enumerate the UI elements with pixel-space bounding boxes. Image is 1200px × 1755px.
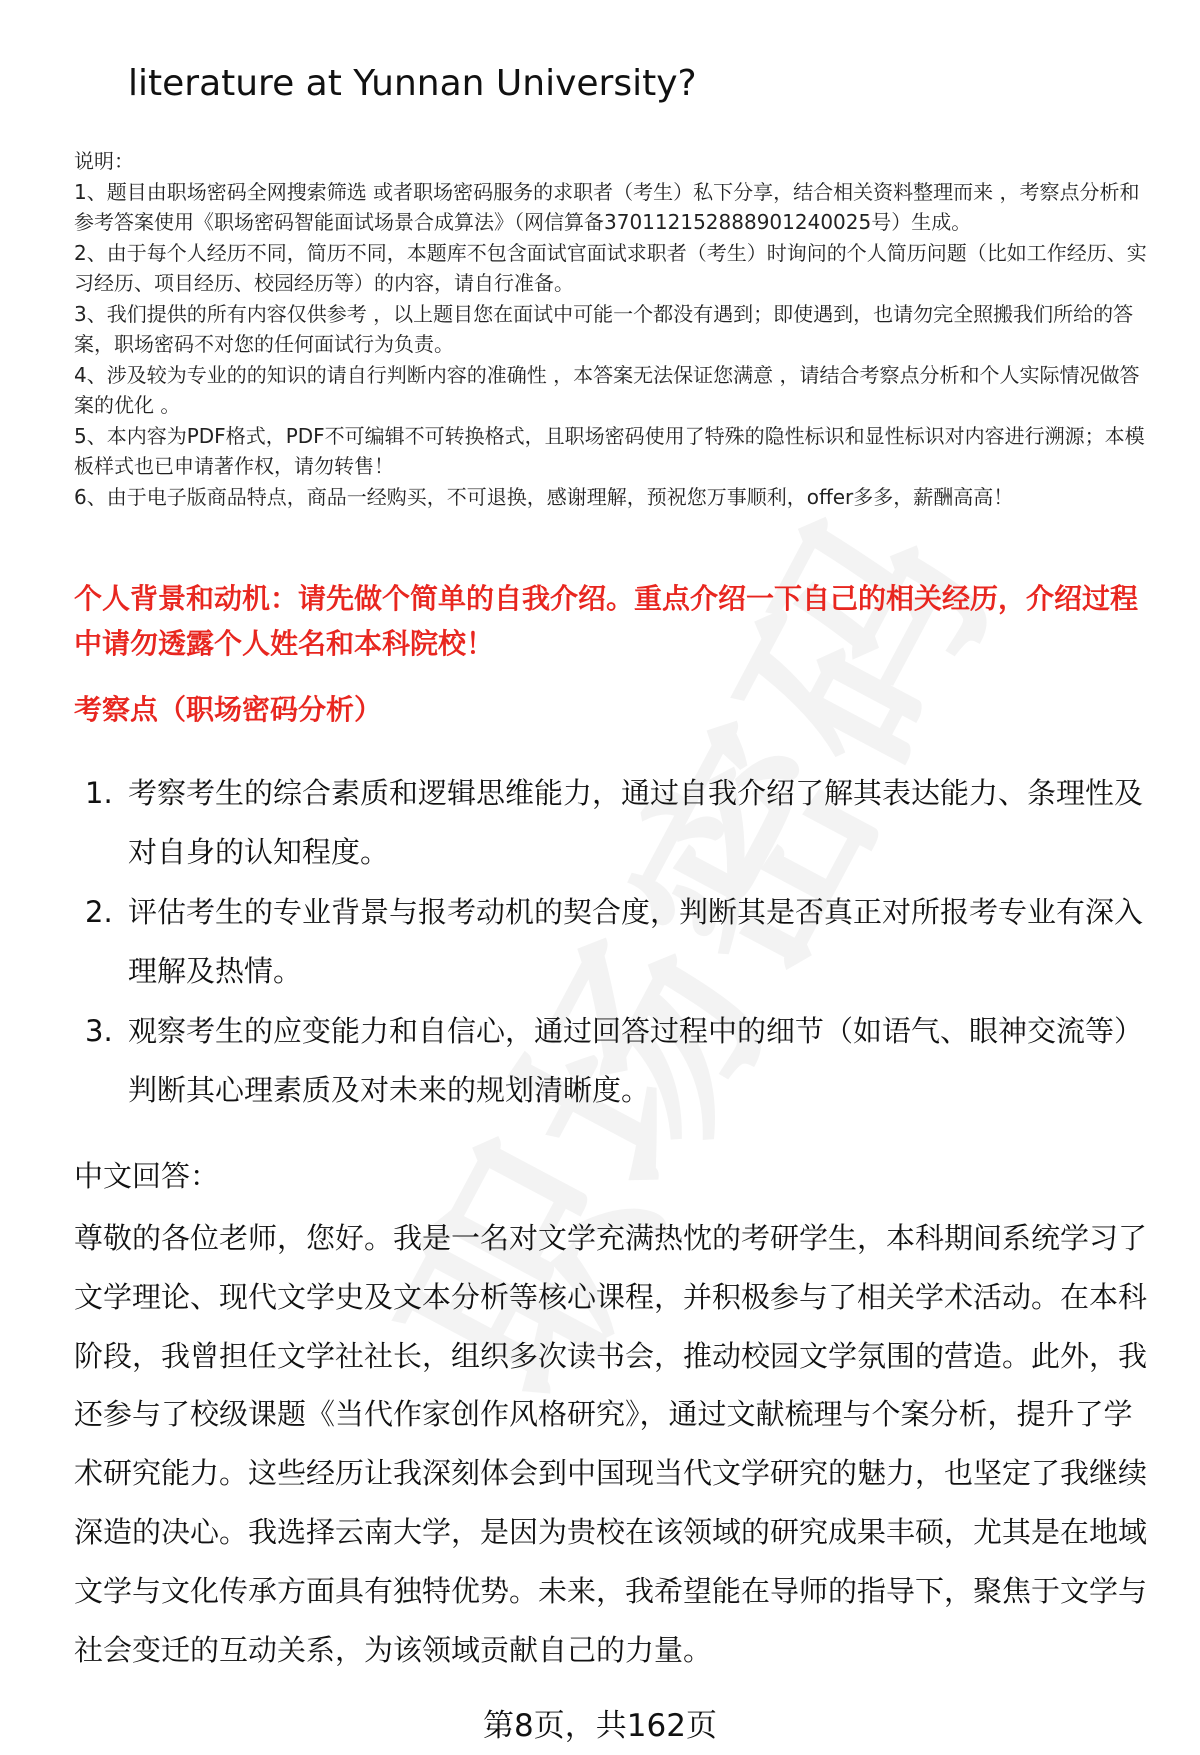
- point-number: 3.: [85, 1014, 113, 1048]
- question-title: literature at Yunnan University?: [128, 63, 697, 104]
- point-text: 评估考生的专业背景与报考动机的契合度，判断其是否真正对所报考专业有深入理解及热情。: [128, 895, 1144, 988]
- assessment-point: [74, 883, 1154, 1000]
- assessment-point: [74, 764, 1154, 881]
- assessment-points-list: [74, 764, 1154, 1121]
- point-text: 观察考生的应变能力和自信心，通过回答过程中的细节（如语气、眼神交流等）判断其心理素质及对未来的规划清晰度。: [128, 1014, 1144, 1107]
- note-item: 1、题目由职场密码全网搜索筛选 或者职场密码服务的求职者（考生）私下分享，结合相关资料整理而来 ，考察点分析和参考答案使用《职场密码智能面试场景合成算法》（网信算备370112152888901240025号）生成。: [74, 179, 1140, 234]
- chinese-answer-label: 中文回答：: [74, 1159, 220, 1193]
- note-item: 6、由于电子版商品特点，商品一经购买，不可退换，感谢理解，预祝您万事顺利，offer多多，薪酬高高！: [74, 484, 1014, 509]
- note-item: 3、我们提供的所有内容仅供参考 ，以上题目您在面试中可能一个都没有遇到；即使遇到，也请勿完全照搬我们所给的答案，职场密码不对您的任何面试行为负责。: [74, 301, 1134, 356]
- notes-heading: 说明：: [74, 149, 134, 173]
- point-number: 1.: [85, 776, 113, 810]
- note-item: 2、由于每个人经历不同，简历不同，本题库不包含面试官面试求职者（考生）时询问的个人简历问题（比如工作经历、实习经历、项目经历、校园经历等）的内容，请自行准备。: [74, 240, 1147, 295]
- background-question: 个人背景和动机：请先做个简单的自我介绍。重点介绍一下自己的相关经历，介绍过程中请勿透露个人姓名和本科院校！: [74, 582, 1139, 660]
- assessment-heading: 考察点（职场密码分析）: [74, 693, 383, 726]
- chinese-answer-text: 尊敬的各位老师，您好。我是一名对文学充满热忱的考研学生，本科期间系统学习了文学理论、现代文学史及文本分析等核心课程，并积极参与了相关学术活动。在本科阶段，我曾担任文学社社长，组织多次读书会，推动校园文学氛围的营造。此外，我还参与了校级课题《当代作家创作风格研究》，通过文献梳理与个案分析，提升了学术研究能力。这些经历让我深刻体会到中国现当代文学研究的魅力，也坚定了我继续深造的决心。我选择云南大学，是因为贵校在该领域的研究成果丰硕，尤其是在地域文学与文化传承方面具有独特优势。未来，我希望能在导师的指导下，聚焦于文学与社会变迁的互动关系，为该领域贡献自己的力量。: [74, 1221, 1148, 1667]
- point-text: 考察考生的综合素质和逻辑思维能力，通过自我介绍了解其表达能力、条理性及对自身的认知程度。: [128, 776, 1144, 869]
- point-number: 2.: [85, 895, 113, 929]
- note-item: 5、本内容为PDF格式，PDF不可编辑不可转换格式，且职场密码使用了特殊的隐性标识和显性标识对内容进行溯源；本模板样式也已申请著作权，请勿转售！: [74, 423, 1145, 478]
- note-item: 4、涉及较为专业的的知识的请自行判断内容的准确性 ，本答案无法保证您满意 ，请结合考察点分析和个人实际情况做答案的优化 。: [74, 362, 1140, 417]
- disclaimer-notes: [74, 146, 1154, 512]
- assessment-point: [74, 1002, 1154, 1119]
- page-number-footer: 第8页，共162页: [483, 1708, 717, 1744]
